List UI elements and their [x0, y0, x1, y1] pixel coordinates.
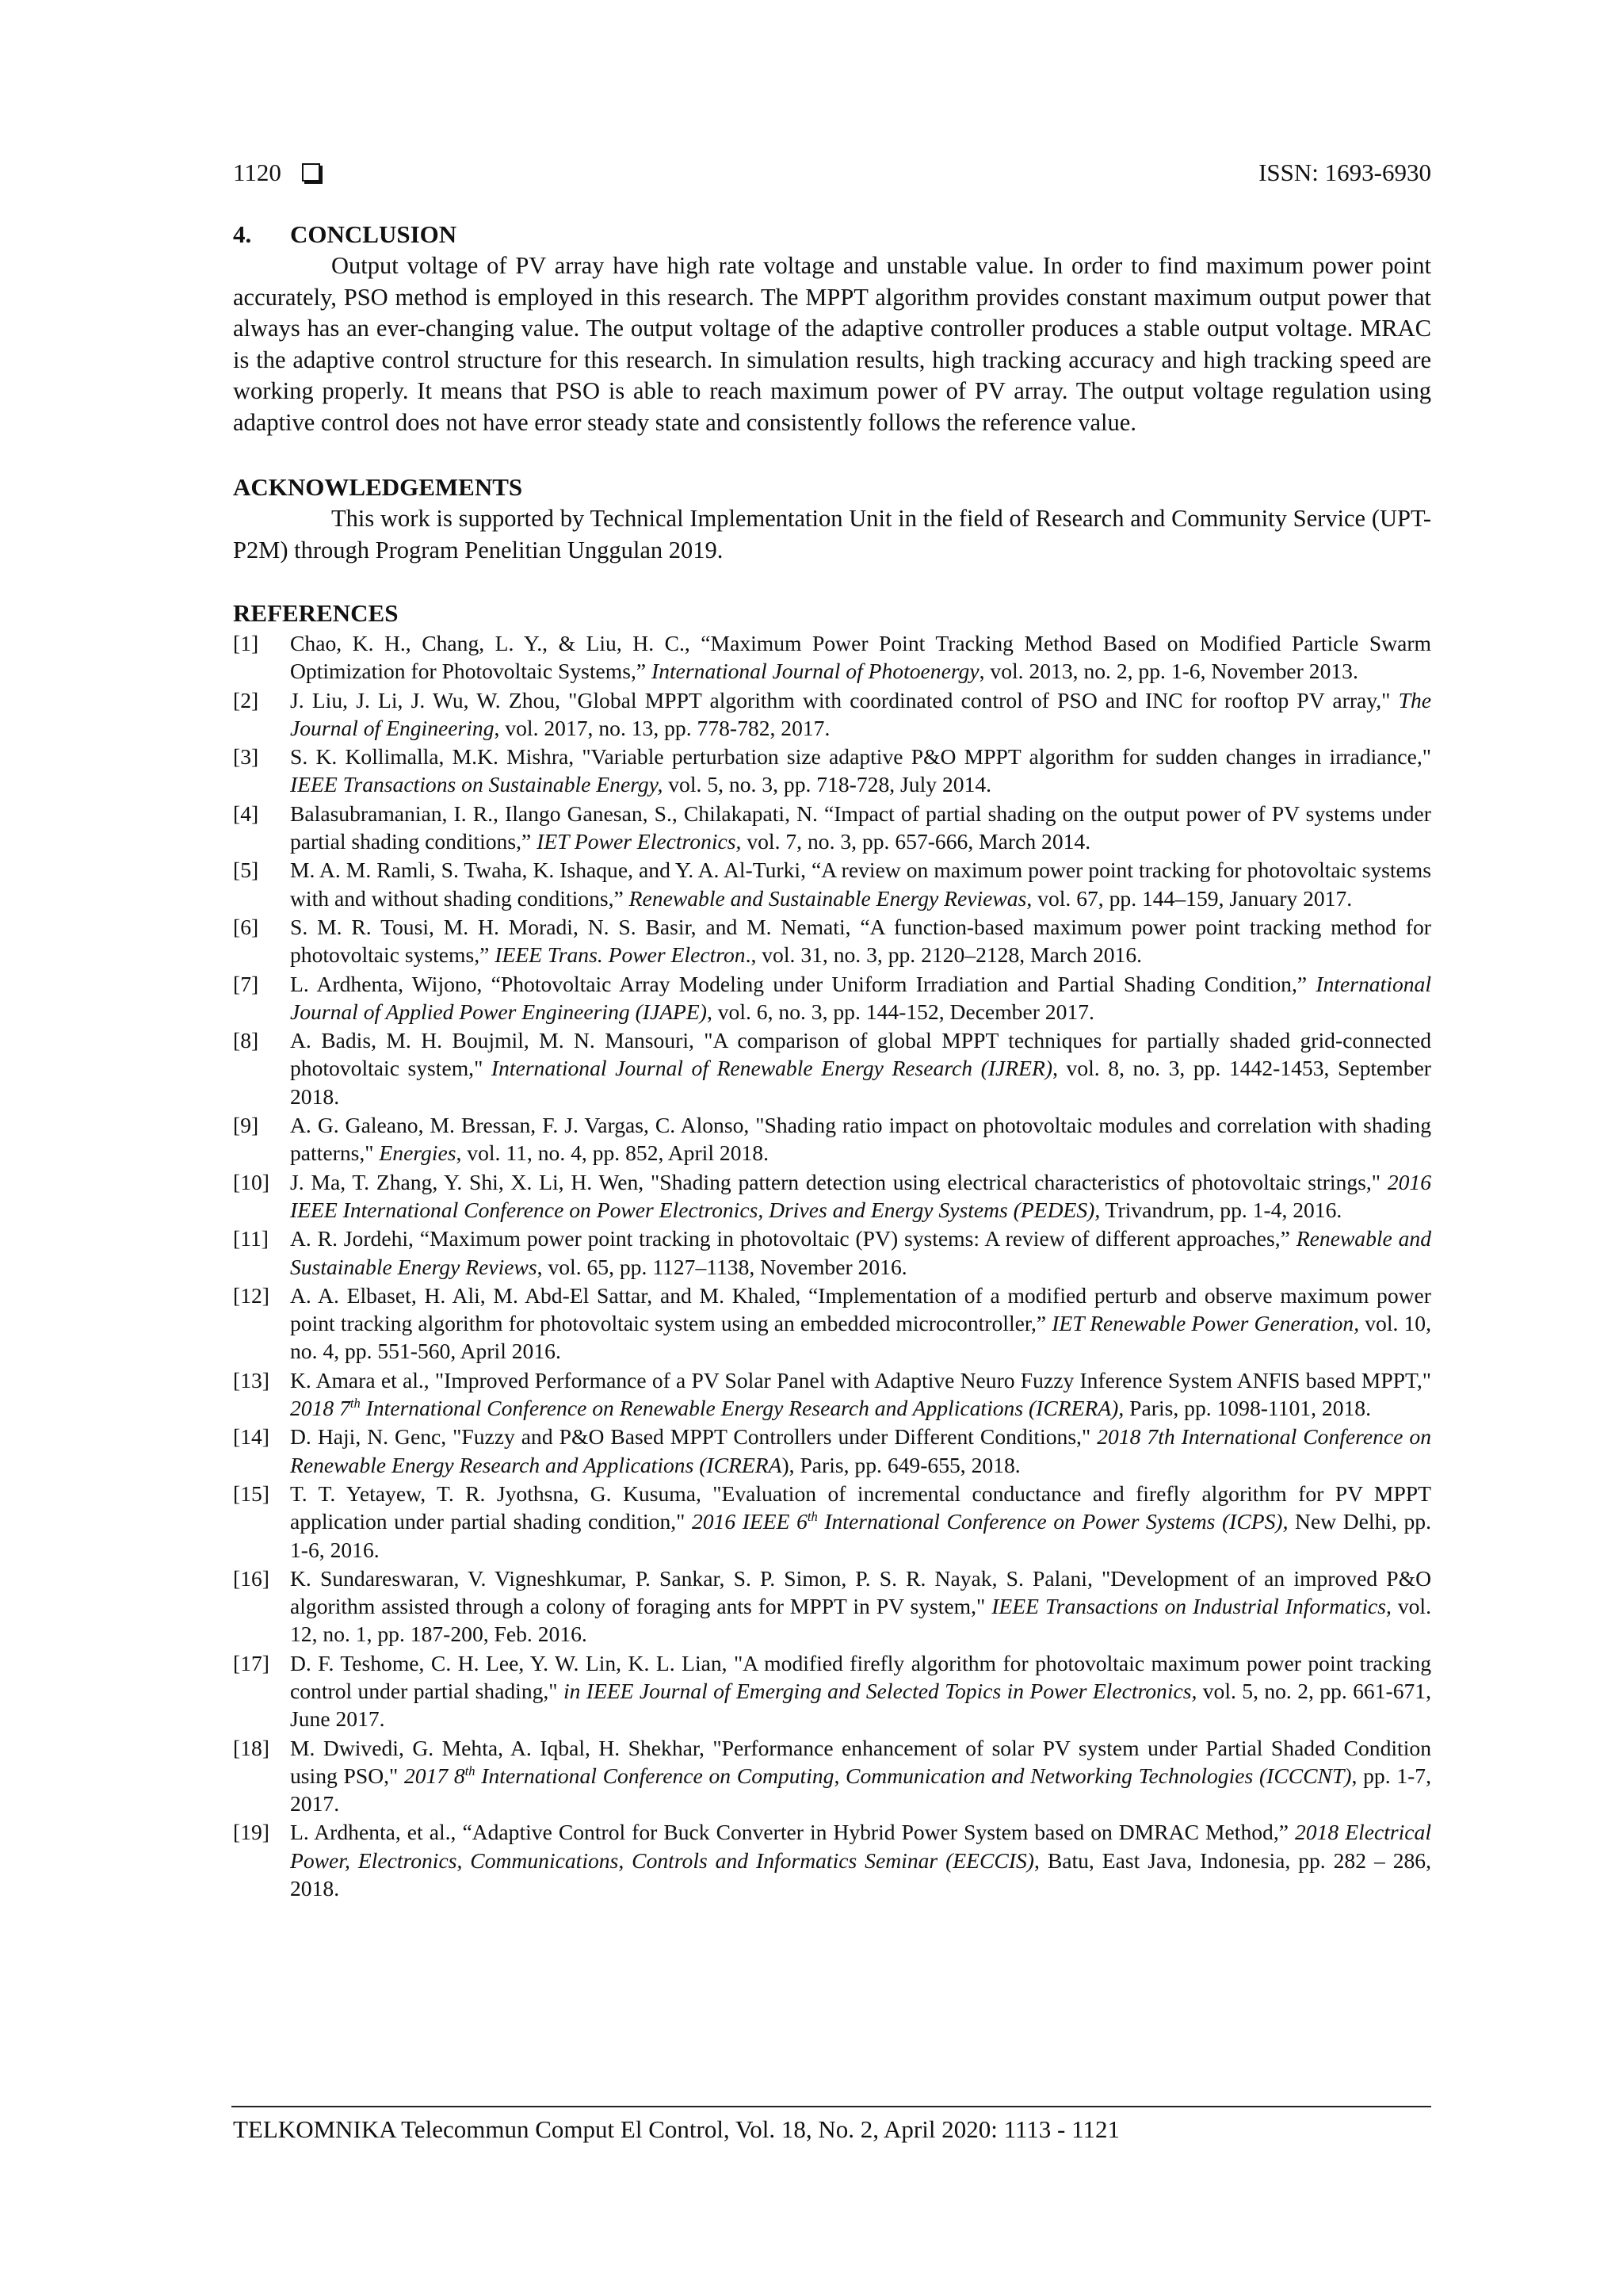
- acknowledgements-body: This work is supported by Technical Implementation Unit in the field of Research and Community Service (UPT-P2M) through Program Penelitian Unggulan 2019.: [233, 505, 1431, 563]
- reference-number: [14]: [233, 1424, 269, 1450]
- reference-details: vol. 7, no. 3, pp. 657-666, March 2014.: [741, 829, 1091, 854]
- reference-text: J. Ma, T. Zhang, Y. Shi, X. Li, H. Wen, "Shading pattern detection using electrical characteristics of photovoltaic strings,": [290, 1169, 1388, 1194]
- section-title: CONCLUSION: [290, 220, 457, 248]
- page-number: 1120: [233, 155, 320, 190]
- reference-number: [2]: [233, 687, 259, 712]
- reference-number: [3]: [233, 744, 259, 770]
- reference-venue-part: International Conference on Renewable Energy Research and Applications (ICRERA),: [360, 1396, 1125, 1421]
- reference-item: [233, 1734, 1431, 1818]
- reference-details: ., vol. 31, no. 3, pp. 2120–2128, March 2016.: [745, 942, 1143, 968]
- reference-number: [10]: [233, 1169, 269, 1194]
- reference-venue-part: 2018 7: [290, 1396, 350, 1421]
- reference-item: [233, 913, 1431, 969]
- reference-text: D. F. Teshome, C. H. Lee, Y. W. Lin, K. L. Lian, "A modified firefly algorithm for photovoltaic maximum power point tracking control under partial shading,": [290, 1650, 1431, 1703]
- reference-venue: IET Power Electronics,: [537, 829, 742, 854]
- reference-text: L. Ardhenta, et al., “Adaptive Control for Buck Converter in Hybrid Power System based on DMRAC Method,”: [290, 1820, 1295, 1845]
- reference-number: [17]: [233, 1650, 269, 1675]
- reference-item: [233, 1818, 1431, 1902]
- reference-item: [233, 1026, 1431, 1110]
- footer-citation: TELKOMNIKA Telecommun Comput El Control, Vol. 18, No. 2, April 2020: 1113 - 1121: [233, 2115, 1120, 2143]
- reference-text: S. M. R. Tousi, M. H. Moradi, N. S. Basir, and M. Nemati, “A function-based maximum power point tracking method for photovoltaic systems,”: [290, 914, 1431, 968]
- reference-text: A. Badis, M. H. Boujmil, M. N. Mansouri, "A comparison of global MPPT techniques for partially shaded grid-connected photovoltaic system,": [290, 1028, 1431, 1081]
- acknowledgements-heading: ACKNOWLEDGEMENTS: [233, 473, 523, 501]
- reference-text: A. A. Elbaset, H. Ali, M. Abd-El Sattar, and M. Khaled, “Implementation of a modified perturb and observe maximum power point tracking algorithm for photovoltaic system using an embedded microcontroller,”: [290, 1282, 1431, 1336]
- reference-number: [9]: [233, 1113, 259, 1138]
- square-bullet-icon: [302, 163, 320, 181]
- reference-item: [233, 1423, 1431, 1479]
- main-content: [233, 219, 1431, 1903]
- reference-number: [18]: [233, 1735, 269, 1760]
- reference-text: L. Ardhenta, Wijono, “Photovoltaic Array Modeling under Uniform Irradiation and Partial Shading Condition,”: [290, 971, 1316, 996]
- reference-item: [233, 1366, 1431, 1423]
- reference-item: [233, 1224, 1431, 1281]
- reference-details: vol. 10, no. 4, pp. 551-560, April 2016.: [290, 1311, 1431, 1364]
- reference-venue-part: 2016 IEEE 6: [691, 1509, 808, 1534]
- reference-venue: IEEE Trans. Power Electron: [495, 942, 746, 968]
- reference-text: Balasubramanian, I. R., Ilango Ganesan, S., Chilakapati, N. “Impact of partial shading on the output power of PV systems under partial shading conditions,”: [290, 800, 1431, 854]
- reference-venue: 2018 Electrical Power, Electronics, Communications, Controls and Informatics Seminar (EECCIS): [290, 1820, 1431, 1873]
- reference-venue: Renewable and Sustainable Energy Reviewas: [628, 885, 1027, 911]
- reference-venue: The Journal of Engineering: [290, 687, 1431, 740]
- reference-venue: Renewable and Sustainable Energy Reviews: [290, 1226, 1432, 1279]
- reference-item: [233, 1111, 1431, 1167]
- reference-item: [233, 629, 1431, 686]
- reference-details: , Batu, East Java, Indonesia, pp. 282 – 286, 2018.: [290, 1847, 1431, 1901]
- section-number: 4.: [233, 220, 252, 248]
- reference-details: Trivandrum, pp. 1-4, 2016.: [1100, 1197, 1342, 1222]
- reference-item: [233, 1649, 1431, 1733]
- reference-item: [233, 800, 1431, 856]
- reference-details: , vol. 65, pp. 1127–1138, November 2016.: [537, 1254, 907, 1279]
- reference-details: vol. 5, no. 3, pp. 718-728, July 2014.: [663, 772, 992, 797]
- reference-venue: IEEE Transactions on Sustainable Energy,: [290, 772, 663, 797]
- reference-number: [6]: [233, 914, 259, 939]
- reference-number: [12]: [233, 1282, 269, 1308]
- reference-details: , pp. 1-7, 2017.: [290, 1763, 1431, 1817]
- reference-venue-superscript: th: [464, 1763, 475, 1778]
- reference-venue-part: International Conference on Computing, Communication and Networking Technologies (ICCCNT): [475, 1763, 1352, 1788]
- reference-text: A. R. Jordehi, “Maximum power point tracking in photovoltaic (PV) systems: A review of different approaches,”: [290, 1226, 1296, 1251]
- reference-text: S. K. Kollimalla, M.K. Mishra, "Variable perturbation size adaptive P&O MPPT algorithm for sudden changes in irradiance,": [290, 744, 1431, 770]
- reference-details: , vol. 2013, no. 2, pp. 1-6, November 2013.: [979, 659, 1358, 684]
- reference-item: [233, 1480, 1431, 1564]
- reference-text: M. Dwivedi, G. Mehta, A. Iqbal, H. Shekhar, "Performance enhancement of solar PV system under Partial Shaded Condition using PSO,": [290, 1735, 1431, 1788]
- reference-item: [233, 1168, 1431, 1224]
- reference-details: , vol. 6, no. 3, pp. 144-152, December 2017.: [706, 999, 1094, 1024]
- reference-venue: [290, 1396, 1124, 1420]
- reference-venue: 2016 IEEE International Conference on Power Electronics, Drives and Energy Systems (PEDES),: [290, 1169, 1431, 1222]
- reference-item: [233, 1282, 1431, 1366]
- reference-details: vol. 12, no. 1, pp. 187-200, Feb. 2016.: [290, 1594, 1432, 1647]
- reference-venue-superscript: th: [807, 1509, 818, 1525]
- reference-text: K. Sundareswaran, V. Vigneshkumar, P. Sankar, S. P. Simon, P. S. R. Nayak, S. Palani, "Development of an improved P&O algorithm assisted through a colony of foraging ants for MPPT in PV system,": [290, 1565, 1431, 1619]
- conclusion-heading: [233, 219, 1431, 250]
- reference-item: [233, 743, 1431, 799]
- reference-venue: Energies: [379, 1140, 456, 1166]
- page-header: [233, 155, 1431, 190]
- reference-text: A. G. Galeano, M. Bressan, F. J. Vargas, C. Alonso, "Shading ratio impact on photovoltaic modules and correlation with shading patterns,": [290, 1113, 1431, 1166]
- reference-details: , vol. 8, no. 3, pp. 1442-1453, September 2018.: [290, 1056, 1432, 1109]
- reference-item: [233, 970, 1431, 1026]
- footer-divider: [231, 2106, 1431, 2107]
- reference-text: Chao, K. H., Chang, L. Y., & Liu, H. C., “Maximum Power Point Tracking Method Based on Modified Particle Swarm Optimization for Photovoltaic Systems,”: [290, 631, 1431, 684]
- reference-item: [233, 686, 1431, 743]
- reference-number: [7]: [233, 971, 259, 996]
- conclusion-body: Output voltage of PV array have high rate voltage and unstable value. In order to find maximum power point accurately, PSO method is employed in this research. The MPPT algorithm provides constant maximum output power that always has an ever-changing value. The output voltage of the adaptive controller produces a stable output voltage. MRAC is the adaptive control structure for this research. In simulation results, high tracking accuracy and high tracking speed are working properly. It means that PSO is able to reach maximum power of PV array. The output voltage regulation using adaptive control does not have error steady state and consistently follows the reference value.: [233, 252, 1431, 436]
- reference-number: [1]: [233, 631, 259, 655]
- reference-venue: [692, 1509, 1289, 1534]
- reference-details: New Delhi, pp. 1-6, 2016.: [290, 1509, 1431, 1562]
- reference-text: K. Amara et al., "Improved Performance of a PV Solar Panel with Adaptive Neuro Fuzzy Inference System ANFIS based MPPT,": [290, 1367, 1431, 1392]
- reference-number: [15]: [233, 1480, 269, 1506]
- reference-venue: in IEEE Journal of Emerging and Selected Topics in Power Electronics,: [563, 1678, 1197, 1703]
- reference-number: [19]: [233, 1820, 269, 1845]
- reference-text: J. Liu, J. Li, J. Wu, W. Zhou, "Global MPPT algorithm with coordinated control of PSO and INC for rooftop PV array,": [290, 687, 1399, 712]
- reference-details: , vol. 67, pp. 144–159, January 2017.: [1026, 885, 1353, 911]
- reference-number: [11]: [233, 1226, 269, 1251]
- reference-number: [8]: [233, 1028, 259, 1053]
- reference-venue-part: International Conference on Power Systems (ICPS),: [817, 1509, 1289, 1534]
- reference-venue: 2018 7th International Conference on Renewable Energy Research and Applications (ICRERA: [290, 1424, 1431, 1477]
- reference-details: , vol. 11, no. 4, pp. 852, April 2018.: [456, 1140, 769, 1166]
- reference-item: [233, 856, 1431, 912]
- reference-details: , vol. 2017, no. 13, pp. 778-782, 2017.: [494, 715, 831, 740]
- reference-item: [233, 1564, 1431, 1648]
- reference-venue: IEEE Transactions on Industrial Informatics,: [991, 1594, 1392, 1619]
- reference-venue: [404, 1763, 1352, 1788]
- reference-venue: International Journal of Photoenergy: [651, 659, 980, 684]
- reference-venue: International Journal of Applied Power Engineering (IJAPE): [290, 971, 1431, 1024]
- reference-venue-superscript: th: [349, 1395, 361, 1411]
- reference-venue: International Journal of Renewable Energy Research (IJRER): [491, 1056, 1053, 1081]
- reference-text: M. A. M. Ramli, S. Twaha, K. Ishaque, and Y. A. Al-Turki, “A review on maximum power point tracking for photovoltaic systems with and without shading conditions,”: [290, 858, 1431, 911]
- issn-label: ISSN: 1693-6930: [1258, 159, 1431, 186]
- reference-list: [233, 629, 1431, 1902]
- reference-number: [5]: [233, 858, 259, 883]
- reference-details: vol. 5, no. 2, pp. 661-671, June 2017.: [290, 1678, 1431, 1732]
- reference-number: [4]: [233, 800, 259, 826]
- reference-text: D. Haji, N. Genc, "Fuzzy and P&O Based MPPT Controllers under Different Conditions,": [290, 1424, 1098, 1450]
- reference-venue: IET Renewable Power Generation,: [1052, 1311, 1360, 1336]
- reference-number: [16]: [233, 1565, 269, 1591]
- reference-details: ), Paris, pp. 649-655, 2018.: [781, 1452, 1021, 1477]
- references-heading: REFERENCES: [233, 599, 399, 627]
- reference-text: T. T. Yetayew, T. R. Jyothsna, G. Kusuma, "Evaluation of incremental conductance and firefly algorithm for PV MPPT application under partial shading condition,": [290, 1480, 1431, 1534]
- reference-details: Paris, pp. 1098-1101, 2018.: [1124, 1396, 1371, 1421]
- reference-venue-part: 2017 8: [404, 1763, 465, 1788]
- reference-number: [13]: [233, 1367, 269, 1392]
